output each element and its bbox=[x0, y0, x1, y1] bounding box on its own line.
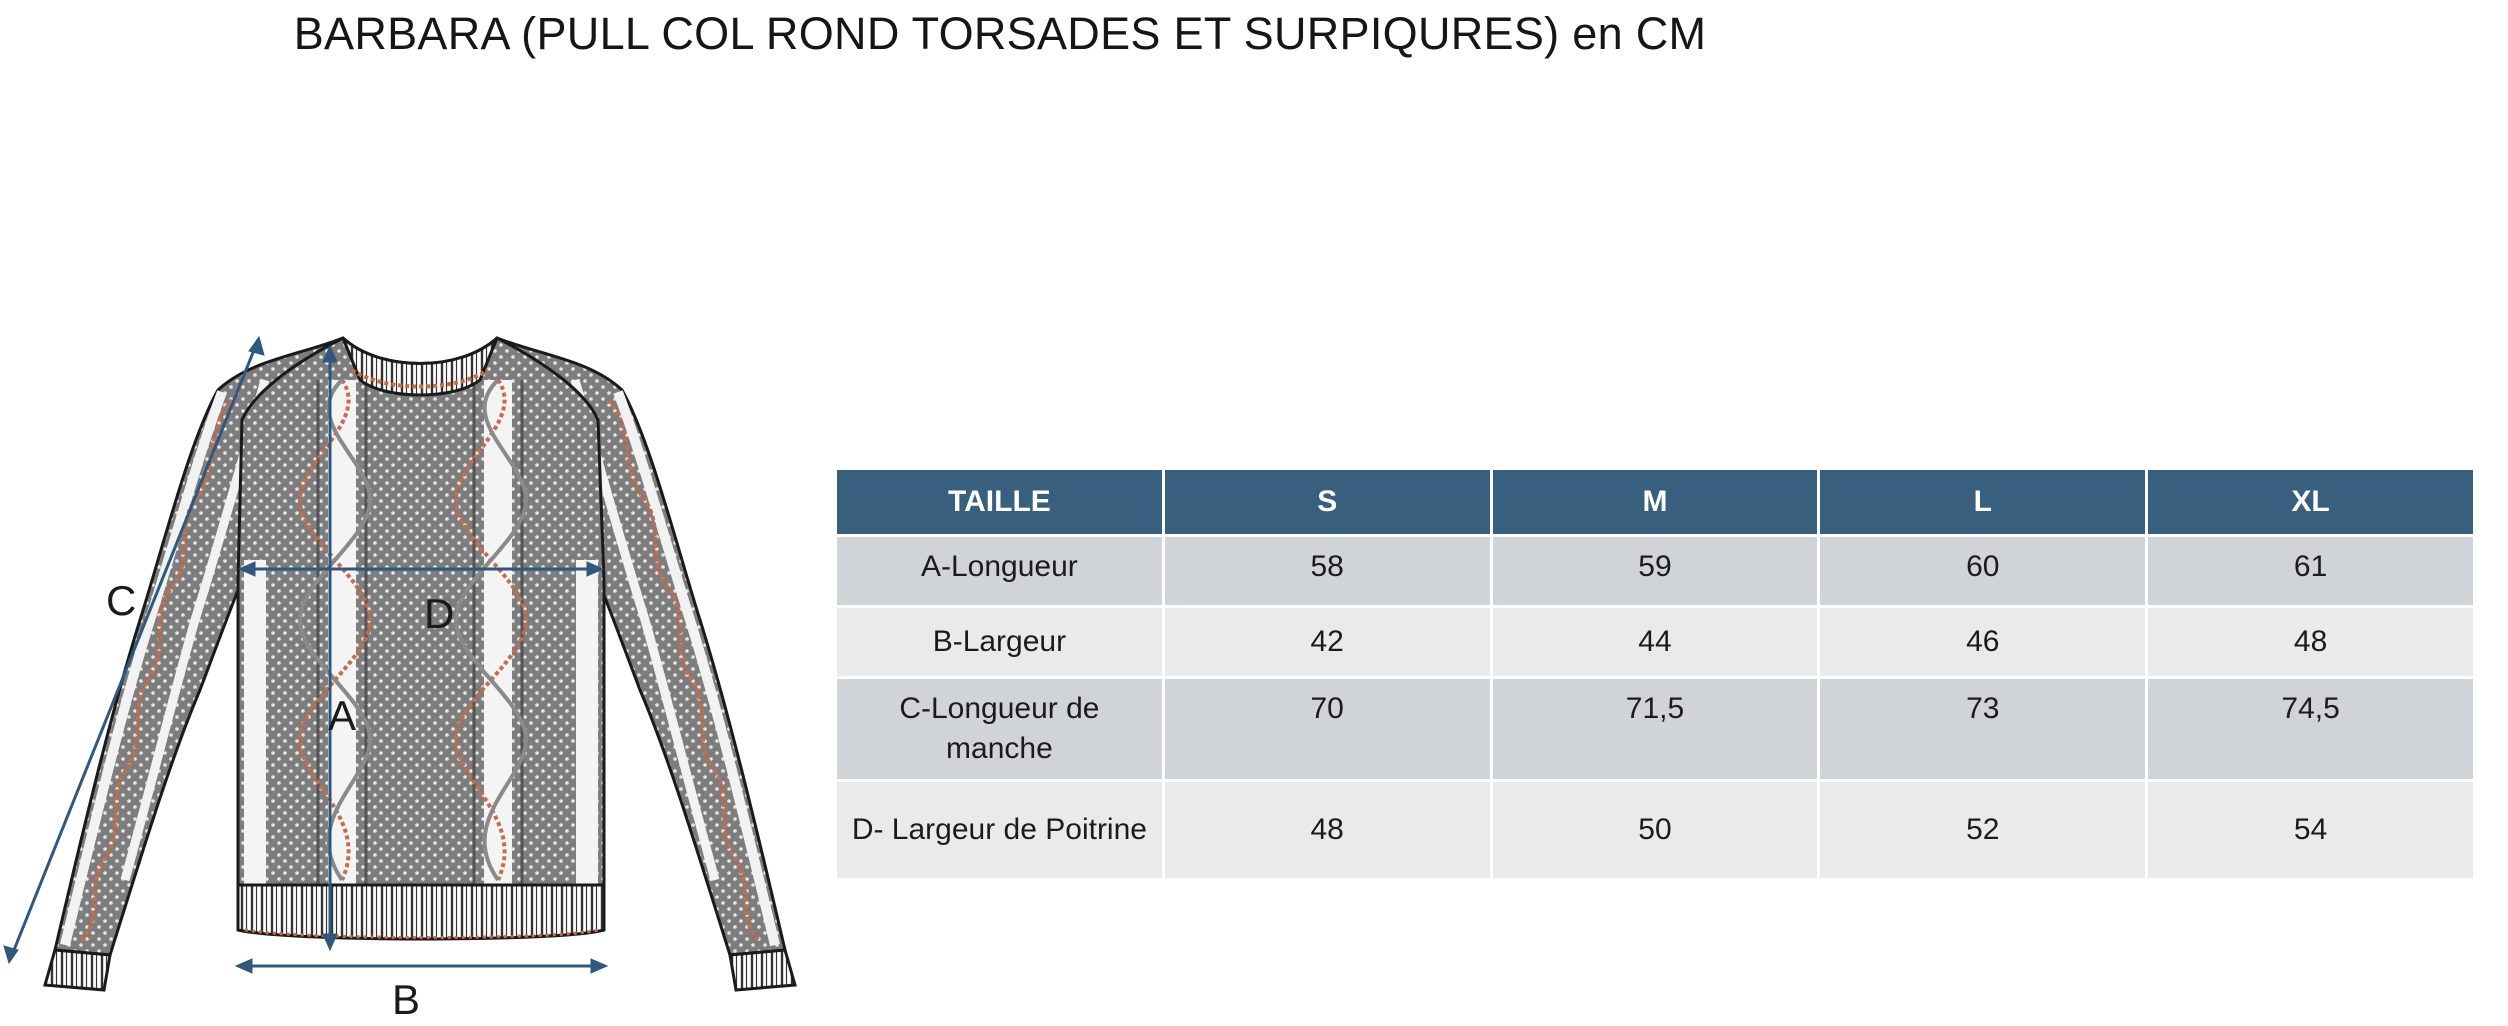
table-cell: 46 bbox=[1819, 607, 2147, 678]
header-l: L bbox=[1819, 469, 2147, 536]
sweater-body bbox=[238, 338, 604, 939]
table-cell: 70 bbox=[1163, 678, 1491, 781]
table-cell: 50 bbox=[1491, 781, 1819, 880]
row-label: A-Longueur bbox=[836, 536, 1164, 607]
label-a: A bbox=[328, 692, 357, 739]
label-d: D bbox=[424, 590, 455, 637]
table-cell: 54 bbox=[2147, 781, 2475, 880]
size-table bbox=[834, 467, 2476, 881]
table-row bbox=[836, 781, 2475, 880]
table-cell: 71,5 bbox=[1491, 678, 1819, 781]
table-cell: 60 bbox=[1819, 536, 2147, 607]
page-title: BARBARA (PULL COL ROND TORSADES ET SURPIQURES) en CM bbox=[293, 8, 1707, 59]
table-row bbox=[836, 678, 2475, 781]
table-cell: 59 bbox=[1491, 536, 1819, 607]
table-cell: 42 bbox=[1163, 607, 1491, 678]
table-cell: 52 bbox=[1819, 781, 2147, 880]
table-cell: 48 bbox=[2147, 607, 2475, 678]
table-cell: 74,5 bbox=[2147, 678, 2475, 781]
header-s: S bbox=[1163, 469, 1491, 536]
table-row bbox=[836, 607, 2475, 678]
table-header-row bbox=[836, 469, 2475, 536]
header-taille: TAILLE bbox=[836, 469, 1164, 536]
table-row bbox=[836, 536, 2475, 607]
row-label: C-Longueur de manche bbox=[836, 678, 1164, 781]
table-cell: 58 bbox=[1163, 536, 1491, 607]
header-xl: XL bbox=[2147, 469, 2475, 536]
label-b: B bbox=[392, 976, 421, 1023]
label-c: C bbox=[106, 577, 137, 624]
row-label: B-Largeur bbox=[836, 607, 1164, 678]
header-m: M bbox=[1491, 469, 1819, 536]
sweater-diagram bbox=[0, 320, 820, 1026]
row-label: D- Largeur de Poitrine bbox=[836, 781, 1164, 880]
table-cell: 61 bbox=[2147, 536, 2475, 607]
table-cell: 73 bbox=[1819, 678, 2147, 781]
table-cell: 44 bbox=[1491, 607, 1819, 678]
table-cell: 48 bbox=[1163, 781, 1491, 880]
